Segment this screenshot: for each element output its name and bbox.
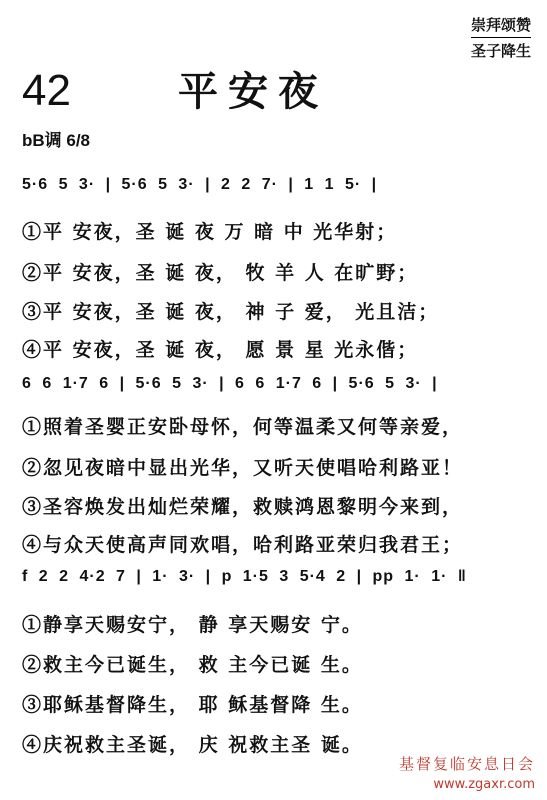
lyric-line: ④与众天使高声同欢唱，哈利路亚荣归我君王； xyxy=(22,534,464,556)
hymn-title: 平安夜 xyxy=(178,68,328,115)
lyric-line: ②忽见夜暗中显出光华，又听天使唱哈利路亚！ xyxy=(22,457,464,479)
lyric-line: ②救主今已诞生， 救 主今已诞 生。 xyxy=(22,654,363,676)
lyric-line: ①平 安夜，圣 诞 夜 万 暗 中 光华射； xyxy=(22,221,398,243)
lyric-line: ②平 安夜，圣 诞 夜， 牧 羊 人 在旷野； xyxy=(22,262,419,284)
subcategory-label: 圣子降生 xyxy=(470,42,531,60)
hymn-number: 42 xyxy=(22,66,71,115)
watermark-text: 基督复临安息日会 xyxy=(398,755,535,773)
lyric-line: ①静享天赐安宁， 静 享天赐安 宁。 xyxy=(22,614,363,636)
notation-line: 6 6 1·7 6 | 5·6 5 3· | 6 6 1·7 6 | 5·6 5 3· | xyxy=(22,375,438,392)
lyric-line: ④庆祝救主圣诞， 庆 祝救主圣 诞。 xyxy=(22,734,363,756)
watermark-url: www.zgaxr.com xyxy=(433,777,535,792)
lyric-line: ③耶稣基督降生， 耶 稣基督降 生。 xyxy=(22,694,363,716)
lyric-line: ①照着圣婴正安卧母怀，何等温柔又何等亲爱， xyxy=(22,416,464,438)
category-label: 崇拜颂赞 xyxy=(471,14,531,38)
lyric-line: ③平 安夜，圣 诞 夜， 神 子 爱， 光且洁； xyxy=(22,301,440,323)
lyric-line: ④平 安夜，圣 诞 夜， 愿 景 星 光永偕； xyxy=(22,339,419,361)
notation-line: 5·6 5 3· | 5·6 5 3· | 2 2 7· | 1 1 5· | xyxy=(22,176,378,193)
notation-line: f 2 2 4·2 7 | 1· 3· | p 1·5 3 5·4 2 | pp 1· 1· ‖ xyxy=(22,568,467,585)
lyric-line: ③圣容焕发出灿烂荣耀，救赎鸿恩黎明今来到， xyxy=(22,496,464,518)
key-signature: bB调 6/8 xyxy=(22,131,91,150)
